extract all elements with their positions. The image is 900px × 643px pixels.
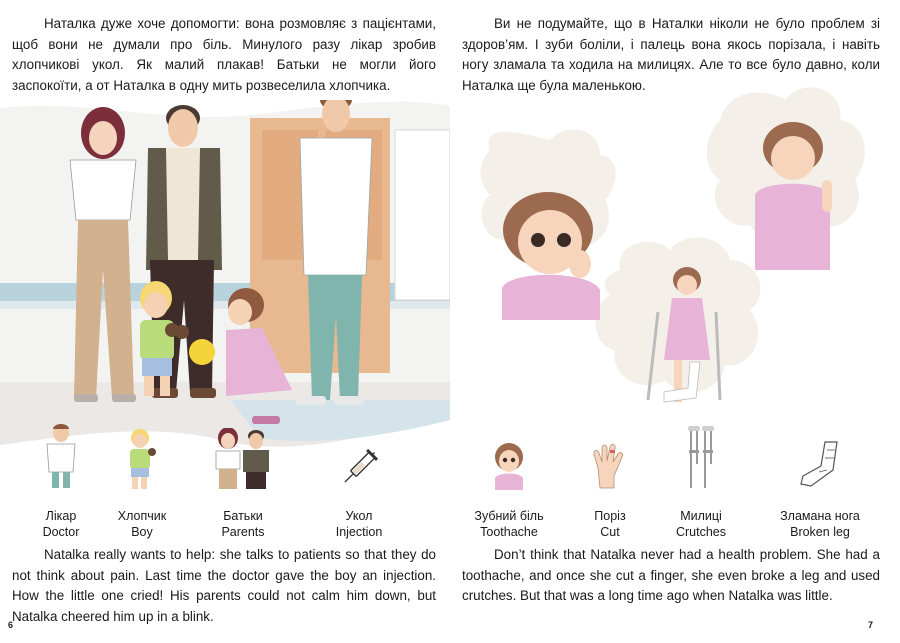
vocab-word-uk: Милиці bbox=[680, 509, 722, 523]
vocab-item-injection bbox=[314, 420, 404, 540]
vocab-item-broken-leg bbox=[770, 420, 870, 540]
vocab-word-en: Cut bbox=[600, 525, 620, 539]
vocab-word-en: Parents bbox=[221, 525, 265, 539]
cast-leg-icon bbox=[770, 420, 870, 490]
paragraph-en-text: Don’t think that Natalka never had a health problem. She had a toothache, and once she cut a finger, she even broke a leg and used crutches. But that was a long time ago when Natalka was little. bbox=[462, 547, 880, 603]
paragraph-uk-text: Наталка дуже хоче допомогти: вона розмовляє з пацієнтами, щоб вони не думали про біль. Минулого разу лікар зробив хлопчикові укол. Як малий плакав! Батьки не могли його заспокоїти, а от Наталка в одну мить розвеселила хлопчика. bbox=[12, 16, 436, 93]
right-page bbox=[450, 0, 900, 643]
boy-icon bbox=[97, 420, 187, 490]
cut-hand-icon bbox=[565, 420, 655, 490]
vocab-item-boy bbox=[97, 420, 187, 540]
crutches-icon bbox=[656, 420, 746, 490]
memory-bubbles-illustration bbox=[450, 80, 900, 440]
parents-icon bbox=[198, 420, 288, 490]
vocabulary-row-right bbox=[450, 420, 900, 545]
vocab-word-en: Boy bbox=[131, 525, 153, 539]
vocab-word-en: Broken leg bbox=[790, 525, 850, 539]
vocab-item-doctor bbox=[16, 420, 106, 540]
page-number: 7 bbox=[868, 620, 874, 630]
vocab-item-cut bbox=[565, 420, 655, 540]
paragraph-uk bbox=[12, 14, 436, 96]
doctor-icon bbox=[16, 420, 106, 490]
vocab-item-toothache bbox=[464, 420, 554, 540]
vocab-word-en: Injection bbox=[335, 525, 383, 539]
vocab-word-uk: Лікар bbox=[45, 509, 77, 523]
vocab-word-uk: Хлопчик bbox=[117, 509, 167, 523]
vocab-word-uk: Зубний біль bbox=[474, 509, 544, 523]
vocab-word-en: Doctor bbox=[42, 525, 80, 539]
vocabulary-row-left bbox=[0, 420, 450, 545]
syringe-icon bbox=[314, 420, 404, 490]
vocab-item-crutches bbox=[656, 420, 746, 540]
hospital-scene-illustration bbox=[0, 100, 450, 450]
paragraph-en bbox=[12, 545, 436, 627]
page-number: 6 bbox=[8, 620, 14, 630]
vocab-word-uk: Поріз bbox=[594, 509, 626, 523]
toothache-icon bbox=[464, 420, 554, 490]
vocab-item-parents bbox=[198, 420, 288, 540]
vocab-word-uk: Укол bbox=[345, 509, 373, 523]
vocab-word-uk: Батьки bbox=[223, 509, 263, 523]
vocab-word-uk: Зламана нога bbox=[780, 509, 860, 523]
paragraph-en-text: Natalka really wants to help: she talks to patients so that they do not think about pain. Last time the doctor gave the boy an injection. How the little one cried! His parents could not calm him down, but Natalka cheered him up in a blink. bbox=[12, 547, 436, 624]
vocab-word-en: Toothache bbox=[480, 525, 538, 539]
vocab-word-en: Crutches bbox=[675, 525, 727, 539]
paragraph-uk-text: Ви не подумайте, що в Наталки ніколи не було проблем зі здоров’ям. І зуби боліли, і палець вона якось порізала, і навіть ногу зламала та ходила на милицях. Але то все було давно, коли Наталка ще була маленькою. bbox=[462, 16, 880, 93]
paragraph-en bbox=[462, 545, 880, 607]
